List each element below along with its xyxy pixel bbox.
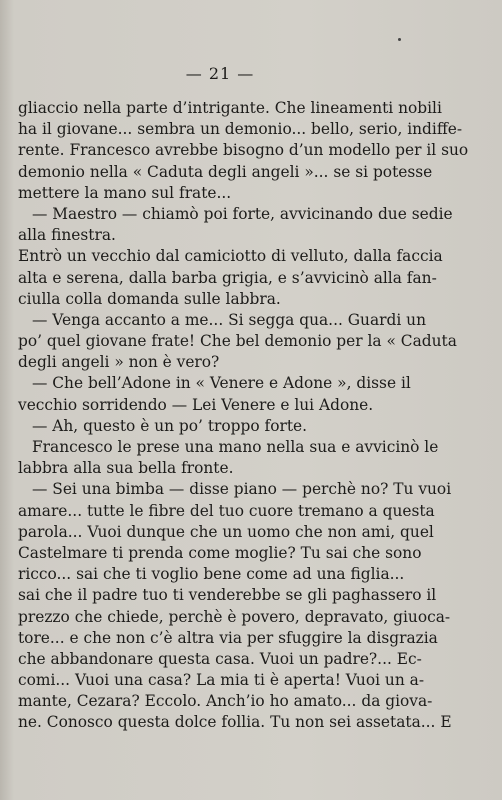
text-line: Entrò un vecchio dal camiciotto di velluto, dalla faccia (18, 247, 443, 266)
text-line: amare... tutte le fibre del tuo cuore tremano a questa (18, 501, 435, 520)
ink-speck (398, 38, 401, 41)
page-text (18, 98, 469, 734)
text-line: demonio nella « Caduta degli angeli »... se si potesse (18, 162, 433, 181)
text-line: — Ah, questo è un po’ troppo forte. (32, 416, 308, 435)
text-line: Castelmare ti prenda come moglie? Tu sai che sono (18, 543, 422, 562)
text-line: mettere la mano sul frate... (18, 183, 232, 202)
text-line: alla finestra. (18, 226, 116, 245)
text-line: prezzo che chiede, perchè è povero, depravato, giuoca- (18, 607, 451, 626)
page-number: — 21 — (185, 64, 255, 83)
text-line: — Che bell’Adone in « Venere e Adone », disse il (32, 374, 411, 393)
text-line: parola... Vuoi dunque che un uomo che non ami, quel (18, 522, 434, 541)
text-line: sai che il padre tuo ti venderebbe se gli paghassero il (18, 586, 437, 605)
text-line: ne. Conosco questa dolce follia. Tu non sei assetata... E (18, 713, 452, 732)
text-line: alta e serena, dalla barba grigia, e s’avvicinò alla fan- (18, 268, 437, 287)
text-line: Francesco le prese una mano nella sua e avvicinò le (32, 438, 439, 456)
text-line: degli angeli » non è vero? (18, 353, 220, 372)
text-line: — Sei una bimba — disse piano — perchè no? Tu vuoi (32, 480, 452, 499)
text-line: gliaccio nella parte d’intrigante. Che lineamenti nobili (18, 99, 442, 117)
text-line: vecchio sorridendo — Lei Venere e lui Adone. (18, 395, 374, 414)
text-line: ricco... sai che ti voglio bene come ad una figlia... (18, 565, 405, 584)
text-line: — Venga accanto a me... Si segga qua... Guardi un (32, 310, 426, 329)
text-line: — Maestro — chiamò poi forte, avvicinando due sedie (32, 204, 453, 223)
text-line: po’ quel giovane frate! Che bel demonio per la « Caduta (18, 332, 457, 351)
text-line: rente. Francesco avrebbe bisogno d’un modello per il suo (18, 141, 469, 160)
text-line: comi... Vuoi una casa? La mia ti è aperta! Vuoi un a- (18, 671, 425, 690)
text-line: ciulla colla domanda sulle labbra. (18, 289, 281, 308)
text-line: che abbandonare questa casa. Vuoi un padre?... Ec- (18, 649, 422, 668)
text-line: tore... e che non c’è altra via per sfuggire la disgrazia (18, 628, 438, 647)
text-line: labbra alla sua bella fronte. (18, 459, 234, 478)
text-line: ha il giovane... sembra un demonio... bello, serio, indiffe- (18, 120, 463, 139)
text-line: mante, Cezara? Eccolo. Anch’io ho amato... da giova- (18, 692, 433, 711)
